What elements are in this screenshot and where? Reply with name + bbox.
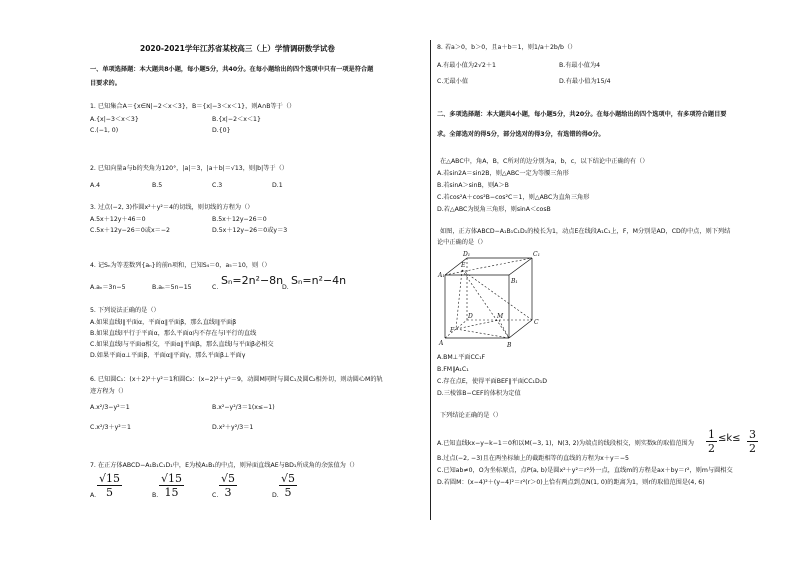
segment-e-b bbox=[462, 270, 509, 338]
question-5: 5. 下列说法正确的是（） bbox=[90, 307, 160, 314]
segment-f-b bbox=[456, 329, 509, 338]
q9-option-b[interactable]: B.若sinA＞sinB，则A＞B bbox=[437, 182, 509, 189]
question-6: 6. 已知圆C₁：(x＋2)²＋y²＝1和圆C₂：(x−2)²＋y²＝9，动圆M同时与圆C₁及圆C₂相外切，则动圆心M的轨 bbox=[90, 376, 383, 383]
q7-option-c-label: C. bbox=[212, 492, 219, 499]
q1-option-c[interactable]: C.(−1, 0) bbox=[90, 127, 119, 134]
question-10: 如图，正方体ABCD−A₁B₁C₁D₁的棱长为1，动点E在线段A₁C₁上，F，M分别是AD，CD的中点，则下列结 bbox=[440, 228, 731, 235]
label-b: B bbox=[507, 342, 512, 349]
q11a-frac2-num: 3 bbox=[749, 428, 756, 441]
q6-option-a[interactable]: A.x²/3−y²＝1 bbox=[90, 404, 130, 411]
q10-option-a[interactable]: A.BM⊥平面CC₁F bbox=[437, 354, 486, 361]
q4-option-b[interactable]: B.aₙ＝5n−15 bbox=[152, 284, 192, 291]
page-title: 2020-2021学年江苏省某校高三（上）学情调研数学试卷 bbox=[140, 44, 335, 53]
q6-option-b[interactable]: B.x²−y²/3＝1(x≤−1) bbox=[212, 404, 275, 411]
q5-option-c[interactable]: C.如果直线l与平面α相交，平面α∥平面β，那么直线l与平面β必相交 bbox=[90, 341, 274, 348]
q8-option-a[interactable]: A.有最小值为2√2＋1 bbox=[437, 62, 496, 69]
label-f: F bbox=[450, 327, 455, 334]
q3-option-a[interactable]: A.5x＋12y＋46＝0 bbox=[90, 216, 146, 223]
section-2-header-cont: 求。全部选对的得5分，部分选对的得3分，有选错的得0分。 bbox=[437, 131, 605, 138]
q6-option-c[interactable]: C.x²/3＋y²＝1 bbox=[90, 424, 131, 431]
q7-c-numerator: √5 bbox=[221, 472, 236, 485]
q8-option-d[interactable]: D.有最小值为15/4 bbox=[559, 78, 611, 85]
q7-b-denominator: 15 bbox=[164, 486, 179, 499]
question-10-cont: 论中正确的是（） bbox=[437, 239, 487, 246]
q11a-frac2-den: 2 bbox=[749, 442, 756, 455]
question-11: 下列结论正确的是（） bbox=[440, 412, 502, 419]
q7-option-b[interactable] bbox=[159, 472, 184, 499]
q7-a-numerator: √15 bbox=[99, 472, 121, 485]
q4-option-c-label: C. bbox=[212, 284, 219, 291]
q5-option-d[interactable]: D.如果平面α⊥平面β，平面α∥平面γ，那么平面β⊥平面γ bbox=[90, 352, 246, 359]
label-c1: C₁ bbox=[533, 251, 540, 258]
question-4: 4. 记Sₙ为等差数列{aₙ}的前n项和，已知S₄＝0，a₅＝10，则（） bbox=[90, 262, 271, 269]
q8-option-c[interactable]: C.无最小值 bbox=[437, 78, 469, 85]
q10-option-d[interactable]: D.三棱锥B−CEF的体积为定值 bbox=[437, 390, 521, 397]
q11a-frac1-den: 2 bbox=[708, 442, 715, 455]
q11-option-d[interactable]: D.若圆M：(x−4)²＋(y−4)²＝r²(r＞0)上恰有两点到点N(1, 0)的距离为1，则r的取值范围是(4, 6) bbox=[437, 479, 705, 486]
q11-option-c[interactable]: C.已知ab≠0，O为坐标原点，点P(a, b)是圆x²＋y²＝r²外一点，直线m的方程是ax＋by＝r²，则m与圆相交 bbox=[437, 467, 733, 474]
question-6-cont: 迹方程为（） bbox=[90, 388, 128, 395]
q7-option-a-label: A. bbox=[90, 492, 97, 499]
label-b1: B₁ bbox=[511, 278, 518, 285]
q10-option-b[interactable]: B.FM∥A₁C₁ bbox=[437, 366, 469, 373]
q4-option-a[interactable]: A.aₙ＝3n−5 bbox=[90, 284, 126, 291]
segment-e-f bbox=[456, 270, 462, 329]
q4-option-d[interactable]: Sₙ=n²−4n bbox=[291, 274, 347, 287]
q3-option-b[interactable]: B.5x＋12y−26＝0 bbox=[212, 216, 267, 223]
q9-option-d[interactable]: D.若△ABC为锐角三角形，则sinA＜cosB bbox=[437, 206, 551, 213]
question-2: 2. 已知向量a与b的夹角为120°，|a|＝3，|a＋b|＝√13，则|b|等于（） bbox=[90, 165, 288, 172]
question-8: 8. 若a＞0，b＞0，且a＋b＝1，则1/a＋2b/b（） bbox=[437, 44, 577, 51]
q7-d-denominator: 5 bbox=[284, 486, 292, 499]
q3-option-d[interactable]: D.5x＋12y−26＝0或y＝3 bbox=[212, 227, 288, 234]
q7-b-numerator: √15 bbox=[161, 472, 183, 485]
q2-option-b[interactable]: B.5 bbox=[152, 182, 163, 189]
q4-option-c[interactable]: Sₙ=2n²−8n bbox=[221, 274, 284, 287]
question-7: 7. 在正方体ABCD−A₁B₁C₁D₁中，E为棱A₁B₁的中点，则异面直线AE与BD₁所成角的余弦值为（） bbox=[90, 462, 359, 469]
question-1: 1. 已知集合A＝{x∈N|−2＜x＜3}，B＝{x|−3＜x＜1}，则A∩B等于（） bbox=[90, 103, 296, 110]
label-d: D bbox=[468, 313, 473, 320]
label-c: C bbox=[534, 319, 539, 326]
label-a: A bbox=[439, 340, 444, 347]
section-1-header-cont: 目要求的。 bbox=[90, 80, 121, 87]
section-2-header: 二、多项选择题：本大题共4小题，每小题5分，共20分。在每小题给出的四个选项中，有多项符合题目要 bbox=[437, 111, 727, 118]
cube-figure bbox=[437, 250, 555, 350]
q9-option-c[interactable]: C.若cos²A＋cos²B−cos²C＝1，则△ABC为直角三角形 bbox=[437, 194, 590, 201]
q7-c-denominator: 3 bbox=[224, 486, 232, 499]
q7-option-d[interactable] bbox=[279, 472, 297, 499]
q9-option-a[interactable]: A.若sin2A＝sin2B，则△ABC一定为等腰三角形 bbox=[437, 170, 569, 177]
section-1-header: 一、单项选择题：本大题共8小题，每小题5分，共40分。在每小题给出的四个选项中只有一项是符合题 bbox=[90, 66, 374, 73]
q7-option-d-label: D. bbox=[272, 492, 279, 499]
label-a1: A₁ bbox=[438, 272, 445, 279]
q2-option-c[interactable]: C.3 bbox=[212, 182, 223, 189]
label-e: E bbox=[461, 262, 466, 269]
q1-option-d[interactable]: D.{0} bbox=[212, 127, 231, 134]
q1-option-b[interactable]: B.{x|−2＜x＜1} bbox=[212, 116, 261, 123]
label-m: M bbox=[497, 313, 504, 320]
q7-a-denominator: 5 bbox=[106, 486, 113, 499]
q7-option-c[interactable] bbox=[219, 472, 237, 499]
q4-option-d-label: D. bbox=[282, 284, 289, 291]
q7-d-numerator: √5 bbox=[281, 472, 296, 485]
q1-option-a[interactable]: A.{x|−3＜x＜3} bbox=[90, 116, 139, 123]
q11a-frac-upper bbox=[747, 428, 758, 455]
q2-option-a[interactable]: A.4 bbox=[90, 182, 101, 189]
q5-option-a[interactable]: A.如果直线l∥平面α，平面α∥平面β，那么直线l∥平面β bbox=[90, 319, 237, 326]
question-3: 3. 过点(−2, 3)作圆x²＋y²＝4的切线，则切线的方程为（） bbox=[90, 204, 254, 211]
q6-option-d[interactable]: D.x²＋y²/3＝1 bbox=[212, 424, 254, 431]
q7-option-a[interactable] bbox=[97, 472, 122, 499]
q11-option-a[interactable]: A.已知直线kx−y−k−1＝0和以M(−3, 1)，N(3, 2)为端点的线段相交，则实数k的取值范围为 bbox=[437, 440, 694, 447]
q2-option-d[interactable]: D.1 bbox=[272, 182, 283, 189]
q11a-frac-lower bbox=[706, 428, 717, 455]
edge-b-c bbox=[509, 320, 532, 338]
q8-option-b[interactable]: B.有最小值为4 bbox=[559, 62, 601, 69]
question-9: 在△ABC中，角A，B，C所对的边分别为a，b，c，以下结论中正确的有（） bbox=[440, 158, 649, 165]
q10-option-c[interactable]: C.存在点E，使得平面BEF∥平面CC₁D₁D bbox=[437, 378, 548, 385]
q5-option-b[interactable]: B.如果直线l平行于平面α，那么平面α内不存在与l平行的直线 bbox=[90, 330, 257, 337]
q11-option-b[interactable]: B.过点(−2, −3)且在两坐标轴上的截距相等的直线的方程为x＋y＝−5 bbox=[437, 455, 629, 462]
q3-option-c[interactable]: C.5x＋12y−26＝0或x＝−2 bbox=[90, 227, 170, 234]
diagonal-a1-c1 bbox=[445, 258, 532, 275]
q11a-inequality: ≤k≤ bbox=[718, 433, 741, 444]
segment-m-b bbox=[499, 320, 509, 338]
segment-f-m bbox=[456, 320, 499, 329]
column-divider bbox=[430, 40, 431, 520]
q7-option-b-label: B. bbox=[152, 492, 159, 499]
q11a-frac1-num: 1 bbox=[708, 428, 715, 441]
label-d1: D₁ bbox=[463, 251, 471, 258]
